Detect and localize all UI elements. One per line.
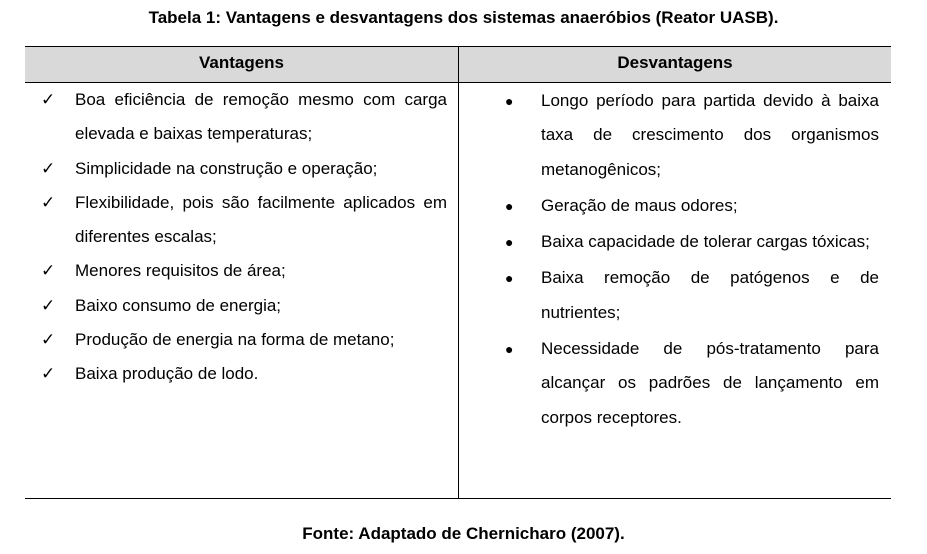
checkmark-icon: ✓ [41,158,56,178]
list-item-text: Produção de energia na forma de metano; [75,330,395,350]
list-item [505,189,879,223]
bullet-icon: ● [505,197,514,214]
bullet-icon: ● [505,234,514,251]
checkmark-icon: ✓ [41,261,56,281]
list-item [41,254,447,288]
checkmark-icon: ✓ [41,364,56,384]
list-item-text: Geração de maus odores; [541,195,738,215]
table-source: Fonte: Adaptado de Chernicharo (2007). [302,524,625,543]
list-item-text: Baixa capacidade de tolerar cargas tóxicas; [541,232,870,252]
list-item-text: Boa eficiência de remoção mesmo com carga elevada e baixas temperaturas; [75,90,447,144]
list-item-text: Menores requisitos de área; [75,261,286,281]
list-item [505,261,879,330]
list-item-text: Baixa remoção de patógenos e de nutrientes; [541,268,879,322]
list-item-text: Baixo consumo de energia; [75,295,282,315]
list-item-text: Simplicidade na construção e operação; [75,158,378,178]
header-vantagens: Vantagens [198,53,285,72]
bullet-icon: ● [505,270,514,287]
list-item-text: Longo período para partida devido à baixa taxa de crescimento dos organismos metanogênicos; [541,91,879,179]
list-item-text: Flexibilidade, pois são facilmente aplicados em diferentes escalas; [75,192,447,247]
list-item [505,225,879,259]
header-desvantagens: Desvantagens [617,53,733,72]
advantages-disadvantages-table [25,46,891,499]
list-item [41,186,447,255]
list-item [505,332,879,435]
list-item [41,83,447,152]
list-item [41,323,447,357]
list-item-text: Necessidade de pós-tratamento para alcançar os padrões de lançamento em corpos receptores. [541,339,879,427]
list-item [505,84,879,187]
disadvantages-list [505,84,879,437]
list-item [41,289,447,323]
bullet-icon: ● [505,341,514,358]
list-item-text: Baixa produção de lodo. [75,364,259,384]
table-caption: Tabela 1: Vantagens e desvantagens dos sistemas anaeróbios (Reator UASB). [148,8,779,27]
checkmark-icon: ✓ [41,295,56,315]
checkmark-icon: ✓ [41,330,56,350]
advantages-list [41,83,447,392]
column-divider [458,47,459,499]
list-item [41,152,447,186]
checkmark-icon: ✓ [41,192,56,212]
checkmark-icon: ✓ [41,90,56,109]
bullet-icon: ● [505,93,514,109]
list-item [41,357,447,391]
